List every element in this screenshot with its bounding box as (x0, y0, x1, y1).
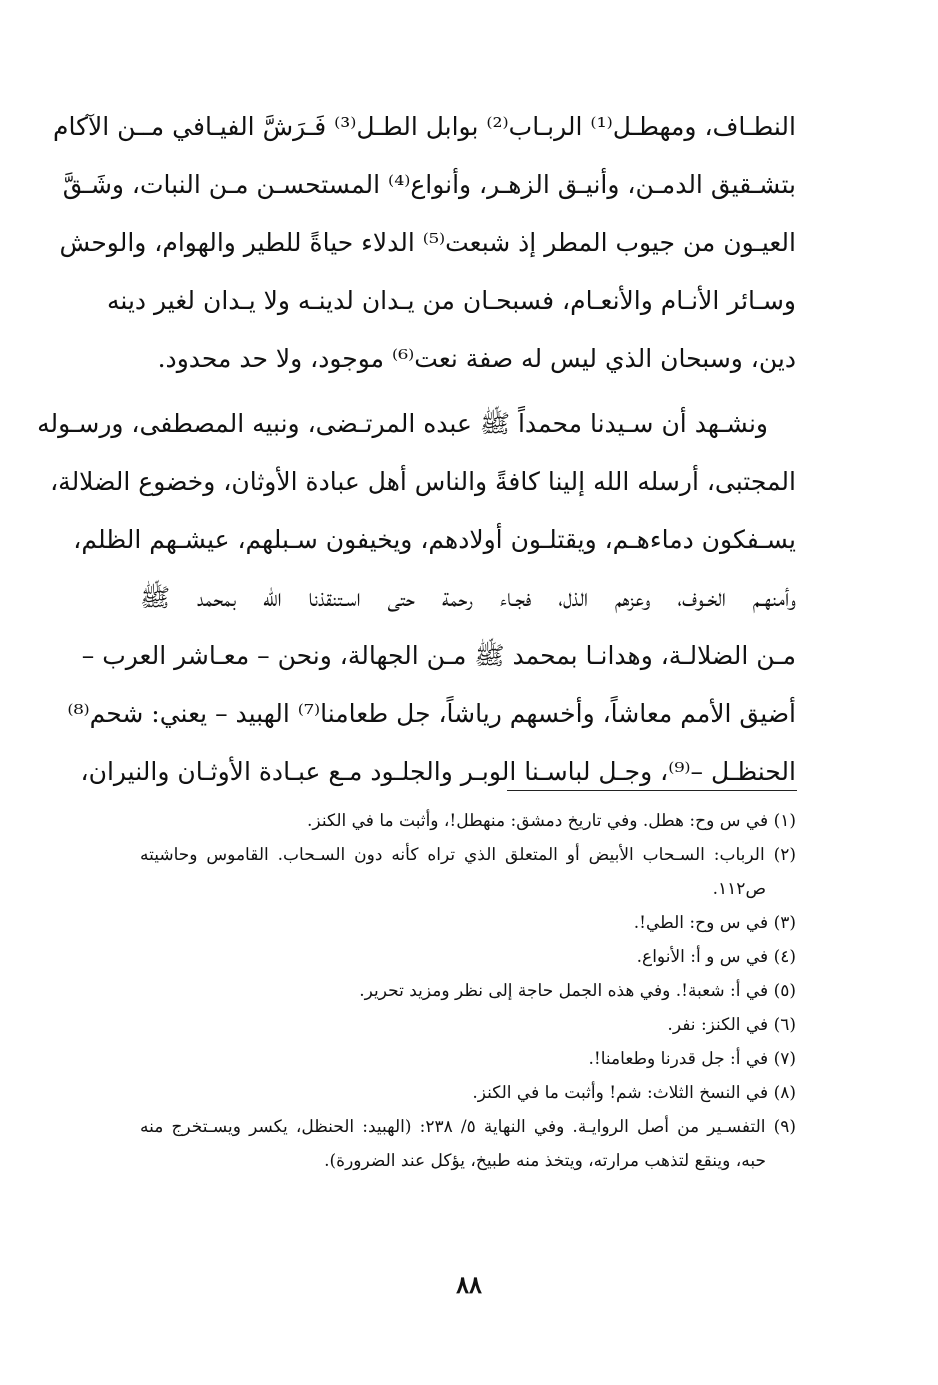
text-line: الحنظـل –⁽⁹⁾، وجـل لباسـنا الوبـر والجلـود مـع عبـادة الأوثـان والنيران، (80, 757, 796, 786)
footnote-3: (٣) في س وح: الطي!. (633, 913, 796, 933)
footnote-4: (٤) في س و أ: الأنواع. (636, 947, 796, 967)
page-number: ٨٨ (456, 1270, 482, 1299)
footnote-8: (٨) في النسخ الثلاث: شم! وأثبت ما في الكنز. (472, 1083, 796, 1103)
footnotes (140, 804, 796, 1178)
footnote-7: (٧) في أ: جل قدرنا وطعامنا!. (588, 1049, 796, 1069)
text-line: أضيق الأمم معاشاً، وأخسهم رياشاً، جل طعامنا⁽⁷⁾ الهبيد – يعني: شحم⁽⁸⁾ (67, 699, 796, 728)
footnote-6: (٦) في الكنز: نفر. (667, 1015, 796, 1035)
text-line: المجتبى، أرسله الله إلينا كافةً والناس أهل عبادة الأوثان، وخضوع الضلالة، (50, 467, 796, 496)
text-line: النطـاف، ومهطـل⁽¹⁾ الربـاب⁽²⁾ بوابل الطـل⁽³⁾ فَـرَشَّ الفيـافي مــن الآكام (52, 112, 796, 141)
text-line: دين، وسبحان الذي ليس له صفة نعت⁽⁶⁾ موجود، ولا حد محدود. (157, 344, 796, 373)
text-line: بتشـقيق الدمـن، وأنيـق الزهـر، وأنواع⁽⁴⁾ المستحسـن مـن النبات، وشَـقَّ (62, 170, 796, 199)
text-line: وسـائر الأنـام والأنعـام، فسبحـان من يـدان لدينـه ولا يـدان لغير دينه (107, 286, 796, 315)
footnote-5: (٥) في أ: شعبة!. وفي هذه الجمل حاجة إلى نظر ومزيد تحرير. (359, 981, 796, 1001)
text-line: يسـفكون دماءهـم، ويقتلـون أولادهم، ويخيفون سـبلهم، عيشـهم الظلم، (73, 525, 796, 554)
footnote-2: (٢) الرباب: السـحاب الأبيض أو المتعلق الذي تراه كأنه دون السـحاب. القاموس وحاشيته (140, 845, 796, 865)
footnote-1: (١) في س وح: هطل. وفي تاريخ دمشق: منهطل!، وأثبت ما في الكنز. (307, 811, 796, 831)
text-line: وأمنهـم الخـوف، وعزهم الذل، فجـاء رحمة حتى اسـتنقذنا الله بمحمد ﷺ (140, 583, 796, 612)
text-line: مـن الضلالـة، وهدانـا بمحمد ﷺ مـن الجهالة، ونحن – معـاشر العرب – (81, 641, 796, 670)
text-line: ونشـهد أن سـيدنا محمداً ﷺ عبده المرتـضى، ونبيه المصطفى، ورسـوله (37, 409, 768, 438)
paragraph-2 (37, 395, 796, 801)
footnote-9-continuation: حبه، وينقع لتذهب مرارته، ويتخذ منه طبيخ، يؤكل عند الضرورة). (324, 1151, 766, 1171)
paragraph-1 (52, 98, 796, 388)
text-line: العيـون من جيوب المطر إذ شبعت⁽⁵⁾ الدلاء حياةً للطير والهوام، والوحش (59, 228, 796, 257)
footnote-9: (٩) التفسـير من أصل الروايـة. وفي النهاية ٥/ ٢٣٨: (الهبيد: الحنظل، يكسر ويسـتخرج منه (140, 1117, 797, 1137)
footnote-separator (507, 790, 797, 791)
main-text (37, 98, 796, 801)
paragraph-gap (140, 388, 796, 395)
footnote-2-continuation: ص١١٢. (712, 879, 766, 899)
